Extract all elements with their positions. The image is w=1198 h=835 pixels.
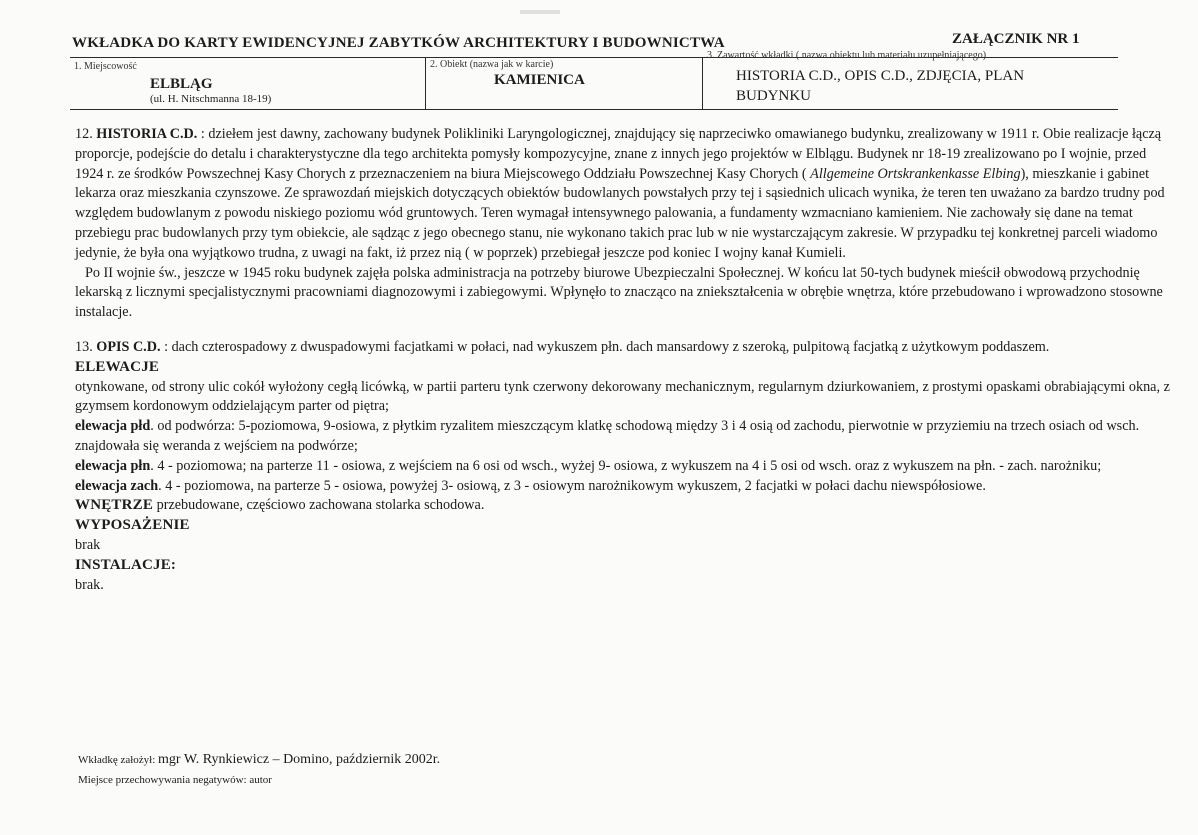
history-paragraph-2: Po II wojnie św., jeszcze w 1945 roku budynek zajęła polska administracja na potrzeby biurowe Ubezpieczalni Społecznej. W końcu lat 50-tych budynek mieścił obwodową przychodnię lekarską z licznymi specjalistycznymi pracowniami diagnozowymi i zabiegowymi. Wpłynęło to znacząco na zniekształcenia w obrębie wnętrza, które przebudowano i wprowadzono stosowne instalacje.: [75, 264, 1163, 321]
description-intro: [75, 338, 1175, 358]
author-label: Wkładkę założył:: [78, 754, 159, 766]
document-body: [75, 125, 1175, 595]
south-elevation: [75, 417, 1175, 457]
north-elevation-text: . 4 - poziomowa; na parterze 11 - osiowa, z wejściem na 6 osi od wsch., wyżej 9- osiowa, z wykuszem na 4 i 5 osi od wsch. oraz z wykuszem na płn. - zach. narożniku;: [150, 457, 1102, 474]
equipment-heading: WYPOSAŻENIE: [75, 517, 190, 534]
installations-heading: INSTALACJE:: [75, 556, 177, 573]
header-bottom-rule: [70, 109, 1118, 110]
west-elevation-text: . 4 - poziomowa, na parterze 5 - osiowa, powyżej 3- osiową, z 3 - osiowym narożnikowym wykuszem, 2 facjatki w połaci dachu niewspółosiowe.: [158, 477, 986, 494]
north-elevation-label: elewacja płn: [75, 457, 151, 474]
history-title: HISTORIA C.D.: [96, 126, 198, 142]
annex-number: ZAŁĄCZNIK NR 1: [952, 31, 1080, 47]
history-paragraph-1: [75, 125, 1175, 264]
elevations-text: otynkowane, od strony ulic cokół wyłożony cegłą licówką, w partii parteru tynk czerwony dekorowany mechanicznym, regularnym dziurkowaniem, z prostymi opaskami obrabiającymi okna, z gzymsem kordonowym oddzielającym parter od piętra;: [75, 378, 1170, 415]
negatives-location: Miejsce przechowywania negatywów: autor: [78, 774, 272, 786]
scan-artifact: [520, 10, 560, 14]
interior: [75, 496, 1175, 516]
interior-heading: WNĘTRZE: [75, 497, 154, 514]
history-number: 12.: [75, 126, 93, 142]
place-label: 1. Miejscowość: [74, 61, 137, 72]
west-elevation-label: elewacja zach: [75, 477, 159, 494]
history-text-b: ), mieszkanie i gabinet lekarza oraz mieszkania czynszowe. Ze sprawozdań miejskich dotyczących obiektów budowlanych powstałych przy tej i sąsiednich ulicach wynika, że teren ten uważano za bardzo trudny pod względem budowlanym z powodu niskiego poziomu wód gruntowych. Teren wymagał intensywnego palowania, a fundamenty wzmacniano kamieniem. Nie zachowały się dane na temat przebiegu prac budowlanych przy tym obiekcie, ale sądząc z jego obecnego stanu, nie wykonano takich prac lub w nie wystarczającym zakresie. W przypadku tej konkretnej parceli wiadomo jedynie, że była ona wyjątkowo trudna, z uwagi na fakt, iż przez nią ( w poprzek) przebiegał jeszcze pod koniec I wojny kanał Kumieli.: [75, 165, 1165, 261]
south-elevation-text: . od podwórza: 5-poziomowa, 9-osiowa, z płytkim ryzalitem mieszczącym klatkę schodową między 3 i 4 osią od zachodu, pierwotnie w przyziemiu na trzech osiach od wsch. znajdowała się weranda z wejściem na podwórze;: [75, 418, 1140, 454]
description-intro-text: : dach czterospadowy z dwuspadowymi facjatkami w połaci, nad wykuszem płn. dach mansardowy z szeroką, pulpitową facjatką z użytkowym poddaszem.: [160, 338, 1050, 355]
history-text-a: dziełem jest dawny, zachowany budynek Polikliniki Laryngologicznej, znajdujący się naprzeciwko omawianego budynku, zrealizowany w 1911 r. Obie realizacje łączą proporcje, podejście do detalu i charakterystyczne dla tego architekta pomysły kompozycyjne, znane z innych jego projektów w Elblągu. Budynek nr 18-19 zrealizowano po I wojnie, przed 1924 r. ze środków Powszechnej Kasy Chorych z przeznaczeniem na biura Miejscowego Oddziału Powszechnej Kasy Chorych (: [75, 126, 1162, 182]
author-line: [78, 752, 440, 768]
place-value: ELBLĄG: [150, 76, 213, 92]
author-value: mgr W. Rynkiewicz – Domino, październik 2002r.: [158, 752, 441, 767]
south-elevation-label: elewacja płd: [75, 418, 151, 435]
object-value: KAMIENICA: [494, 72, 585, 88]
description-number: 13.: [75, 338, 93, 355]
history-german-name: Allgemeine Ortskrankenkasse Elbing: [810, 165, 1021, 182]
elevations-heading: ELEWACJE: [75, 358, 160, 375]
north-elevation: [75, 457, 1175, 477]
document-title: WKŁADKA DO KARTY EWIDENCYJNEJ ZABYTKÓW ARCHITEKTURY I BUDOWNICTWA: [72, 35, 725, 51]
interior-text: przebudowane, częściowo zachowana stolarka schodowa.: [153, 497, 485, 514]
cell-divider-1: [425, 57, 426, 109]
equipment-text: brak: [75, 536, 101, 553]
contents-value: HISTORIA C.D., OPIS C.D., ZDJĘCIA, PLAN BUDYNKU: [736, 68, 1025, 104]
object-label: 2. Obiekt (nazwa jak w karcie): [430, 59, 554, 70]
west-elevation: [75, 477, 1175, 497]
cell-divider-2: [702, 57, 703, 109]
contents-label: 3. Zawartość wkładki ( nazwa obiektu lub materiału uzupełniającego): [707, 50, 987, 61]
history-separator: :: [197, 126, 209, 142]
description-title: OPIS C.D.: [96, 338, 161, 355]
place-address: (ul. H. Nitschmanna 18-19): [150, 93, 272, 105]
installations-text: brak.: [75, 576, 104, 593]
section-gap: [75, 323, 1175, 338]
